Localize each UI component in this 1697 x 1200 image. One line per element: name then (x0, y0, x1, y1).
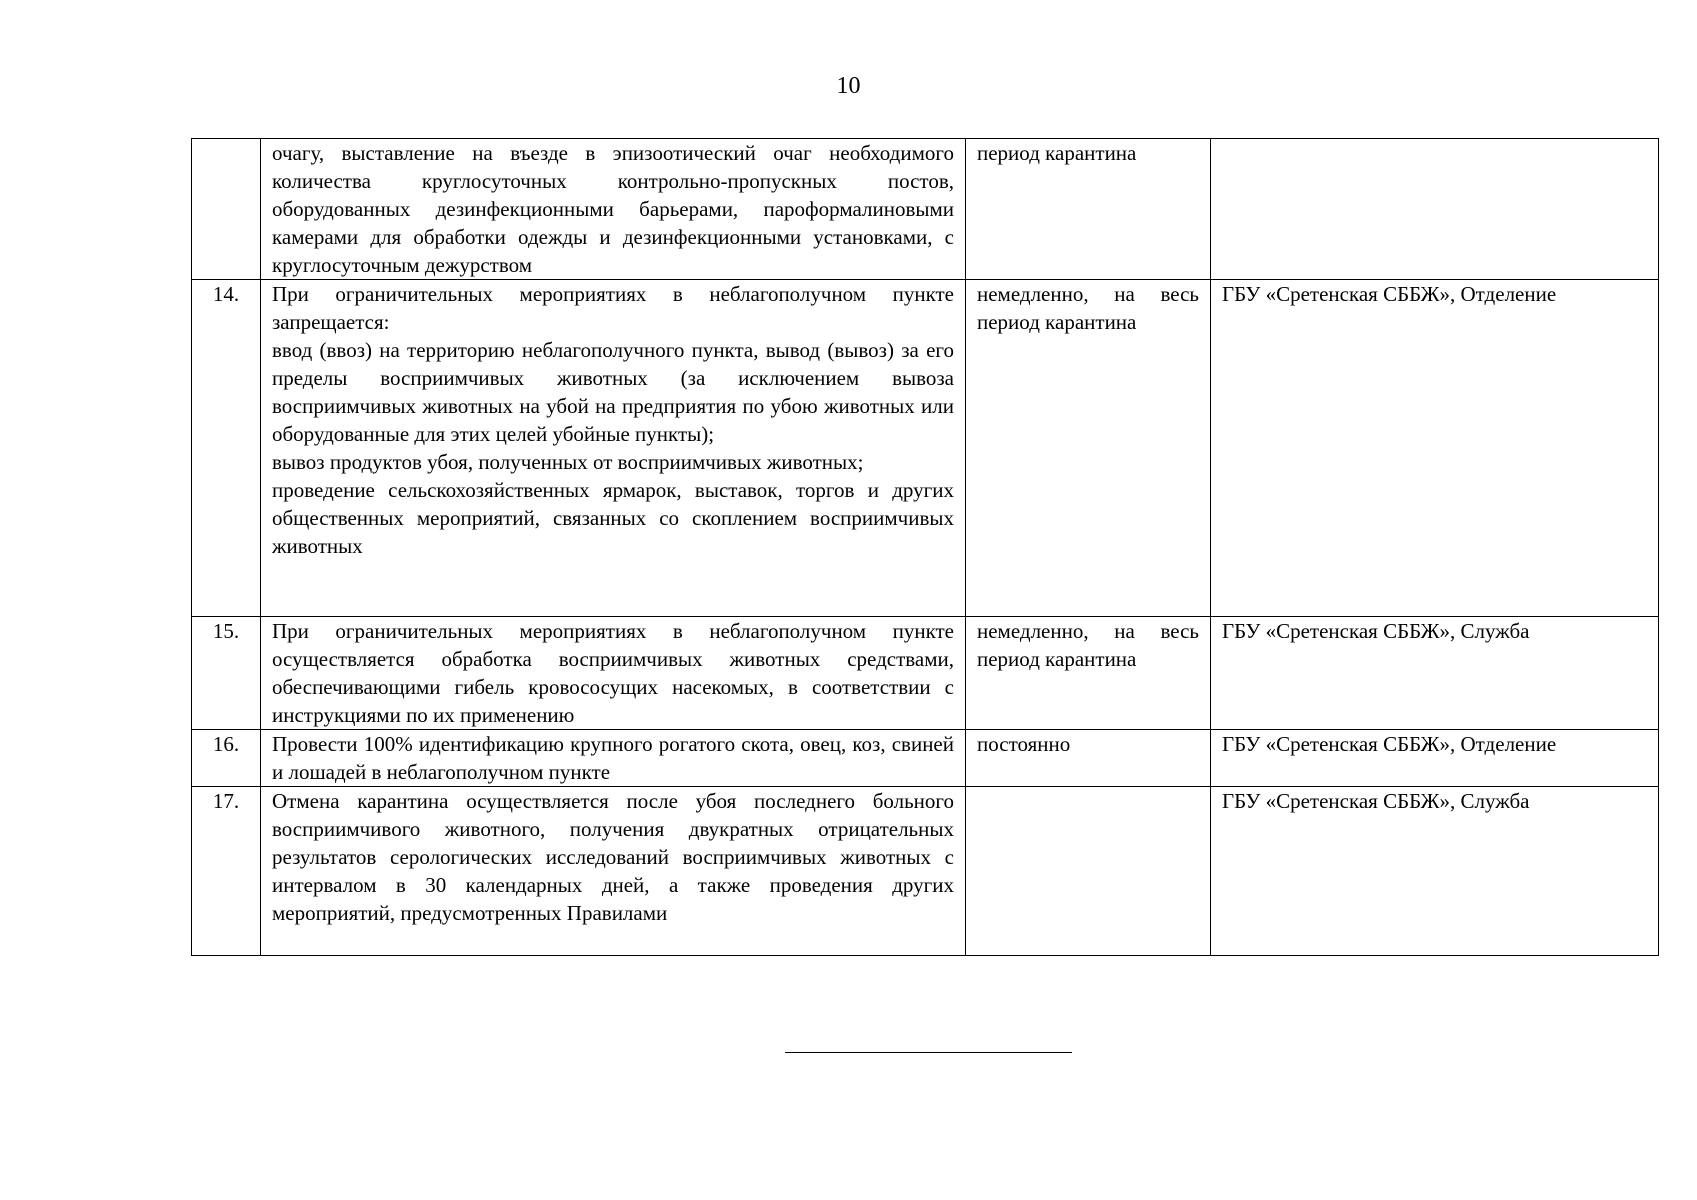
closing-divider (785, 1052, 1072, 1053)
row-number (192, 139, 261, 280)
measure-paragraph: Провести 100% идентификацию крупного рогатого скота, овец, коз, свиней и лошадей в неблагополучном пункте (272, 732, 954, 784)
measures-table (191, 138, 1659, 956)
table-row (192, 787, 1659, 956)
row-number: 16. (192, 730, 261, 787)
table-row (192, 617, 1659, 730)
responsible-cell: ГБУ «Сретенская СББЖ», Отделение (1211, 730, 1659, 787)
measure-text (261, 787, 966, 956)
measure-text (261, 139, 966, 280)
measure-paragraph: Отмена карантина осуществляется после убоя последнего больного восприимчивого животного, получения двукратных отрицательных результатов серологических исследований восприимчивых животных с интервалом в 30 календарных дней, а также проведения других мероприятий, предусмотренных Правилами (272, 789, 954, 925)
measure-text (261, 730, 966, 787)
term-cell: немедленно, на весь период карантина (966, 617, 1211, 730)
measure-paragraph: очагу, выставление на въезде в эпизоотический очаг необходимого количества круглосуточных контрольно-пропускных постов, оборудованных дезинфекционными барьерами, пароформалиновыми камерами для обработки одежды и дезинфекционными установками, с круглосуточным дежурством (272, 141, 954, 277)
table-row (192, 280, 1659, 617)
responsible-cell: ГБУ «Сретенская СББЖ», Отделение (1211, 280, 1659, 617)
responsible-cell: ГБУ «Сретенская СББЖ», Служба (1211, 787, 1659, 956)
row-number: 15. (192, 617, 261, 730)
measure-paragraph: вывоз продуктов убоя, полученных от восприимчивых животных; (272, 450, 864, 474)
page-number: 10 (836, 73, 861, 99)
term-cell (966, 787, 1211, 956)
measure-text (261, 280, 966, 617)
responsible-cell (1211, 139, 1659, 280)
term-cell: период карантина (966, 139, 1211, 280)
measure-paragraph: ввод (ввоз) на территорию неблагополучного пункта, вывод (вывоз) за его пределы восприимчивых животных (за исключением вывоза восприимчивых животных на убой на предприятия по убою животных или оборудованные для этих целей убойные пункты); (272, 338, 954, 446)
row-number: 14. (192, 280, 261, 617)
responsible-cell: ГБУ «Сретенская СББЖ», Служба (1211, 617, 1659, 730)
row-number: 17. (192, 787, 261, 956)
measure-paragraph: При ограничительных мероприятиях в неблагополучном пункте запрещается: (272, 282, 954, 334)
measure-text (261, 617, 966, 730)
term-cell: постоянно (966, 730, 1211, 787)
measure-paragraph: При ограничительных мероприятиях в неблагополучном пункте осуществляется обработка восприимчивых животных средствами, обеспечивающими гибель кровососущих насекомых, в соответствии с инструкциями по их применению (272, 619, 954, 727)
table-row (192, 730, 1659, 787)
term-cell: немедленно, на весь период карантина (966, 280, 1211, 617)
measure-paragraph: проведение сельскохозяйственных ярмарок, выставок, торгов и других общественных мероприятий, связанных со скоплением восприимчивых животных (272, 478, 954, 558)
table-row (192, 139, 1659, 280)
